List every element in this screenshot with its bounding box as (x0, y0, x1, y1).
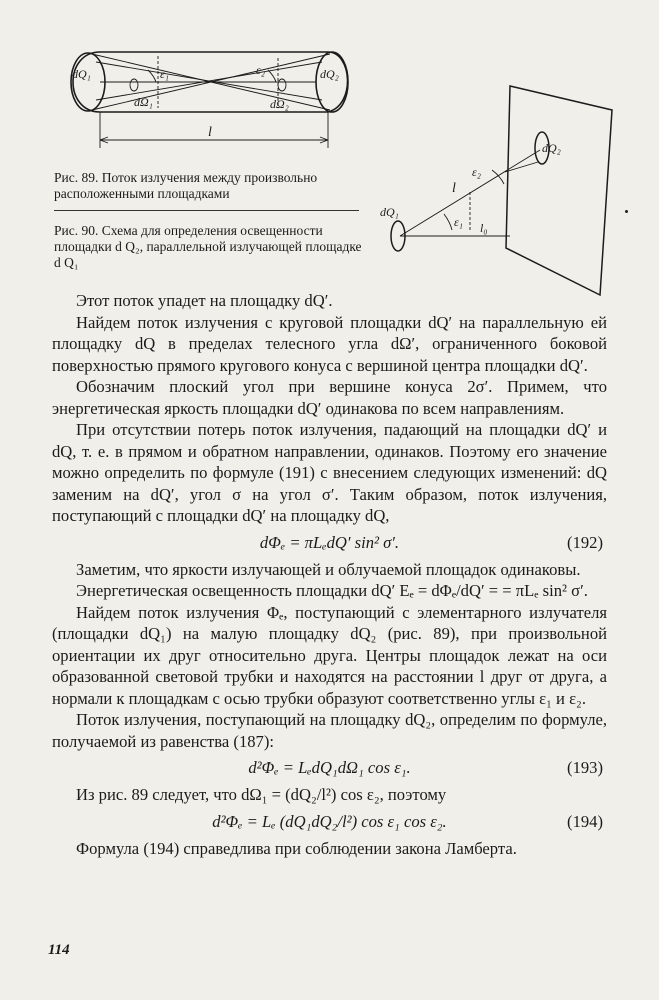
paragraph-1: Этот поток упадет на площадку dQ′. (76, 291, 333, 310)
label-l: l (452, 181, 456, 196)
equation-193 (52, 752, 607, 784)
label-domega2: dΩ₂ (270, 97, 289, 111)
figure-90-caption: Рис. 90. Схема для определения освещенности площадки d Q₂, параллельной излучающей площадке d Q₁ (54, 223, 362, 270)
equation-192-number: (192) (567, 532, 603, 552)
equation-193-number: (193) (567, 758, 603, 777)
label-dq2: dQ₂ (542, 141, 561, 155)
figure-89-diagram (60, 40, 360, 165)
dq2-ellipse (316, 52, 348, 112)
paragraph-10: Формула (194) справедлива при соблюдении закона Ламберта. (76, 838, 517, 858)
body-text (52, 290, 607, 859)
label-dq1: dQ₁ (380, 205, 399, 219)
label-eps1: ε₁ (160, 67, 169, 81)
paragraph-2: Найдем поток излучения с круговой площадки dQ′ на параллельную ей площадку dQ в пределах телесного угла dΩ′, ограниченного боковой поверхностью прямого кругового конуса с вершиной центра площадки dQ′. (52, 312, 607, 375)
equation-193-formula: d²Φₑ = LₑdQ₁dΩ₁ cos ε₁. (248, 758, 411, 777)
paragraph-5: Заметим, что яркости излучающей и облучаемой площадок одинаковы. (76, 559, 581, 579)
equation-194-number: (194) (567, 811, 603, 831)
label-eps1: ε₁ (454, 215, 463, 229)
dq1-ellipse (71, 53, 105, 111)
paragraph-8: Поток излучения, поступающий на площадку dQ₂, определим по формуле, получаемой из равенства (187): (52, 710, 607, 751)
plane (506, 86, 612, 295)
equation-192 (52, 527, 607, 559)
paragraph-6: Энергетическая освещенность площадки dQ′ Eₑ = dΦₑ/dQ′ = = πLₑ sin² σ′. (76, 581, 588, 600)
caption-divider (54, 210, 359, 211)
equation-194-formula: d²Φₑ = Lₑ (dQ₁dQ₂/l²) cos ε₁ cos ε₂. (212, 811, 447, 831)
label-eps2: ε₂ (472, 165, 481, 179)
label-l: l (208, 125, 212, 140)
figure-90-diagram (370, 80, 620, 320)
equation-192-formula: dΦₑ = πLₑdQ′ sin² σ′. (259, 532, 400, 552)
equation-194 (52, 806, 607, 838)
print-speck (625, 210, 628, 213)
paragraph-9: Из рис. 89 следует, что dΩ₁ = (dQ₂/l²) cos ε₂, поэтому (76, 785, 447, 804)
paragraph-3: Обозначим плоский угол при вершине конуса 2σ′. Примем, что энергетическая яркость площадки dQ′ одинакова по всем направлениям. (52, 377, 607, 418)
label-l0: l₀ (480, 221, 488, 235)
paragraph-7: Найдем поток излучения Φₑ, поступающий с элементарного излучателя (площадки dQ₁) на малую площадку dQ₂ (рис. 89), при произвольной ориентации их друг относительно друга. Центры площадок лежат на оси образованной световой трубки и находятся на расстоянии l друг от друга, а нормали к площадкам с осью трубки образуют соответственно углы ε₁ и ε₂. (52, 602, 607, 708)
paragraph-4: При отсутствии потерь поток излучения, падающий на площадки dQ′ и dQ, т. е. в прямом и обратном направлении, одинаков. Поэтому его значение можно определить по формуле (191) с внесением следующих изменений: dQ заменим на dQ′, угол σ на угол σ′. Таким образом, поток излучения, поступающий с площадки dQ′ на площадку dQ, (52, 420, 607, 525)
label-dq2: dQ₂ (320, 67, 339, 81)
figure-89-caption: Рис. 89. Поток излучения между произвольно расположенными площадками (54, 170, 318, 201)
label-eps2: ε₂ (256, 63, 265, 77)
label-dq1: dQ₁ (72, 67, 91, 81)
label-domega1: dΩ₁ (134, 95, 153, 109)
page-number: 114 (48, 942, 70, 958)
